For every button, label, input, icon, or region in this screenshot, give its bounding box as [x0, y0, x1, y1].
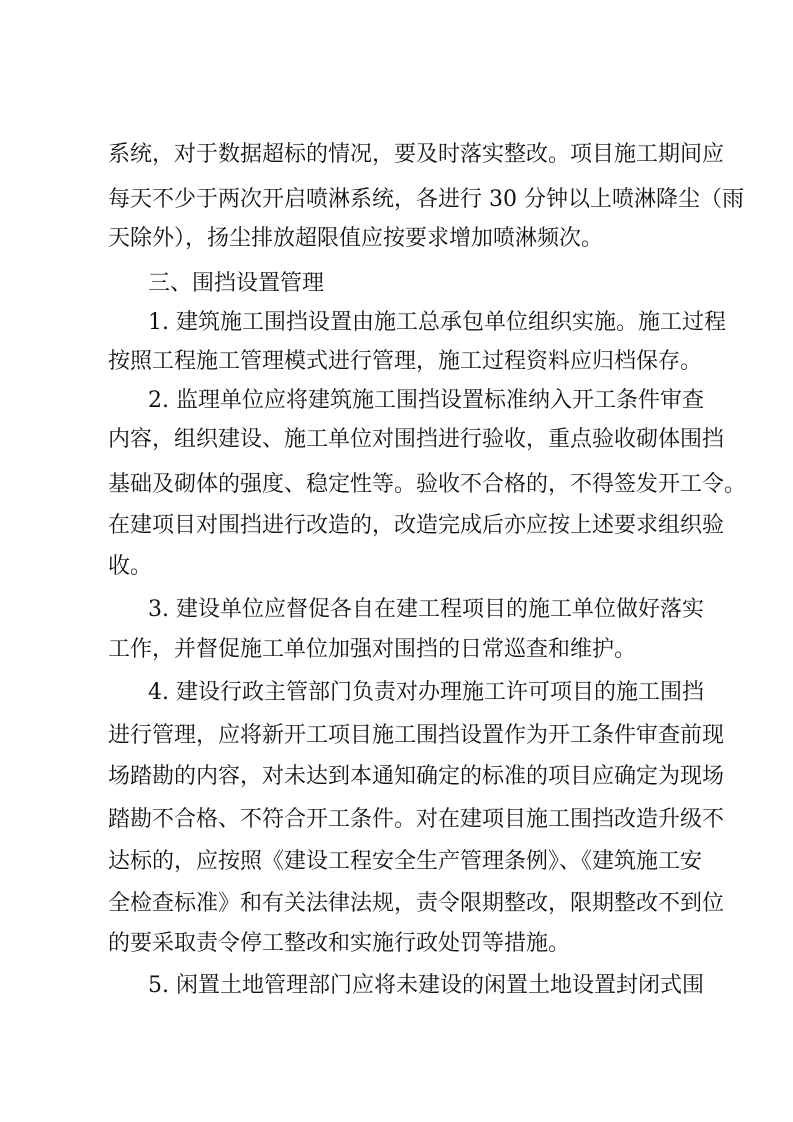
text-line: 天除外），扬尘排放超限值应按要求增加喷淋频次。: [108, 226, 604, 251]
text-line: 工作，并督促施工单位加强对围挡的日常巡查和维护。: [108, 637, 637, 662]
text-line: 基础及砌体的强度、稳定性等。验收不合格的，不得签发开工令。: [108, 472, 747, 497]
paragraph-first-line: 4. 建设行政主管部门负责对办理施工许可项目的施工围挡: [148, 680, 704, 705]
text-line: 收。: [108, 554, 153, 579]
paragraph-first-line: 2. 监理单位应将建筑施工围挡设置标准纳入开工条件审查: [148, 388, 704, 413]
text-line: 达标的，应按照《建设工程安全生产管理条例》、《建筑施工安: [108, 849, 703, 874]
text-line: 内容，组织建设、施工单位对围挡进行验收，重点验收砌体围挡: [108, 427, 725, 452]
text-line: 系统，对于数据超标的情况，要及时落实整改。项目施工期间应: [108, 142, 725, 167]
text-line: 每天不少于两次开启喷淋系统，各进行 30 分钟以上喷淋降尘（雨: [108, 187, 744, 212]
paragraph-first-line: 5. 闲置土地管理部门应将未建设的闲置土地设置封闭式围: [148, 973, 704, 998]
text-line: 全检查标准》和有关法律法规，责令限期整改，限期整改不到位: [108, 891, 725, 916]
paragraph-first-line: 3. 建设单位应督促各自在建工程项目的施工单位做好落实: [148, 597, 704, 622]
text-line: 场踏勘的内容，对未达到本通知确定的标准的项目应确定为现场: [108, 764, 725, 789]
text-line: 踏勘不合格、不符合开工条件。对在建项目施工围挡改造升级不: [108, 807, 725, 832]
text-line: 的要采取责令停工整改和实施行政处罚等措施。: [108, 931, 571, 956]
text-line: 在建项目对围挡进行改造的，改造完成后亦应按上述要求组织验: [108, 513, 725, 538]
text-line: 进行管理，应将新开工项目施工围挡设置作为开工条件审查前现: [108, 723, 725, 748]
text-line: 按照工程施工管理模式进行管理，施工过程资料应归档保存。: [108, 349, 703, 374]
paragraph-first-line: 1. 建筑施工围挡设置由施工总承包单位组织实施。施工过程: [148, 310, 726, 335]
section-heading: 三、围挡设置管理: [148, 271, 325, 296]
